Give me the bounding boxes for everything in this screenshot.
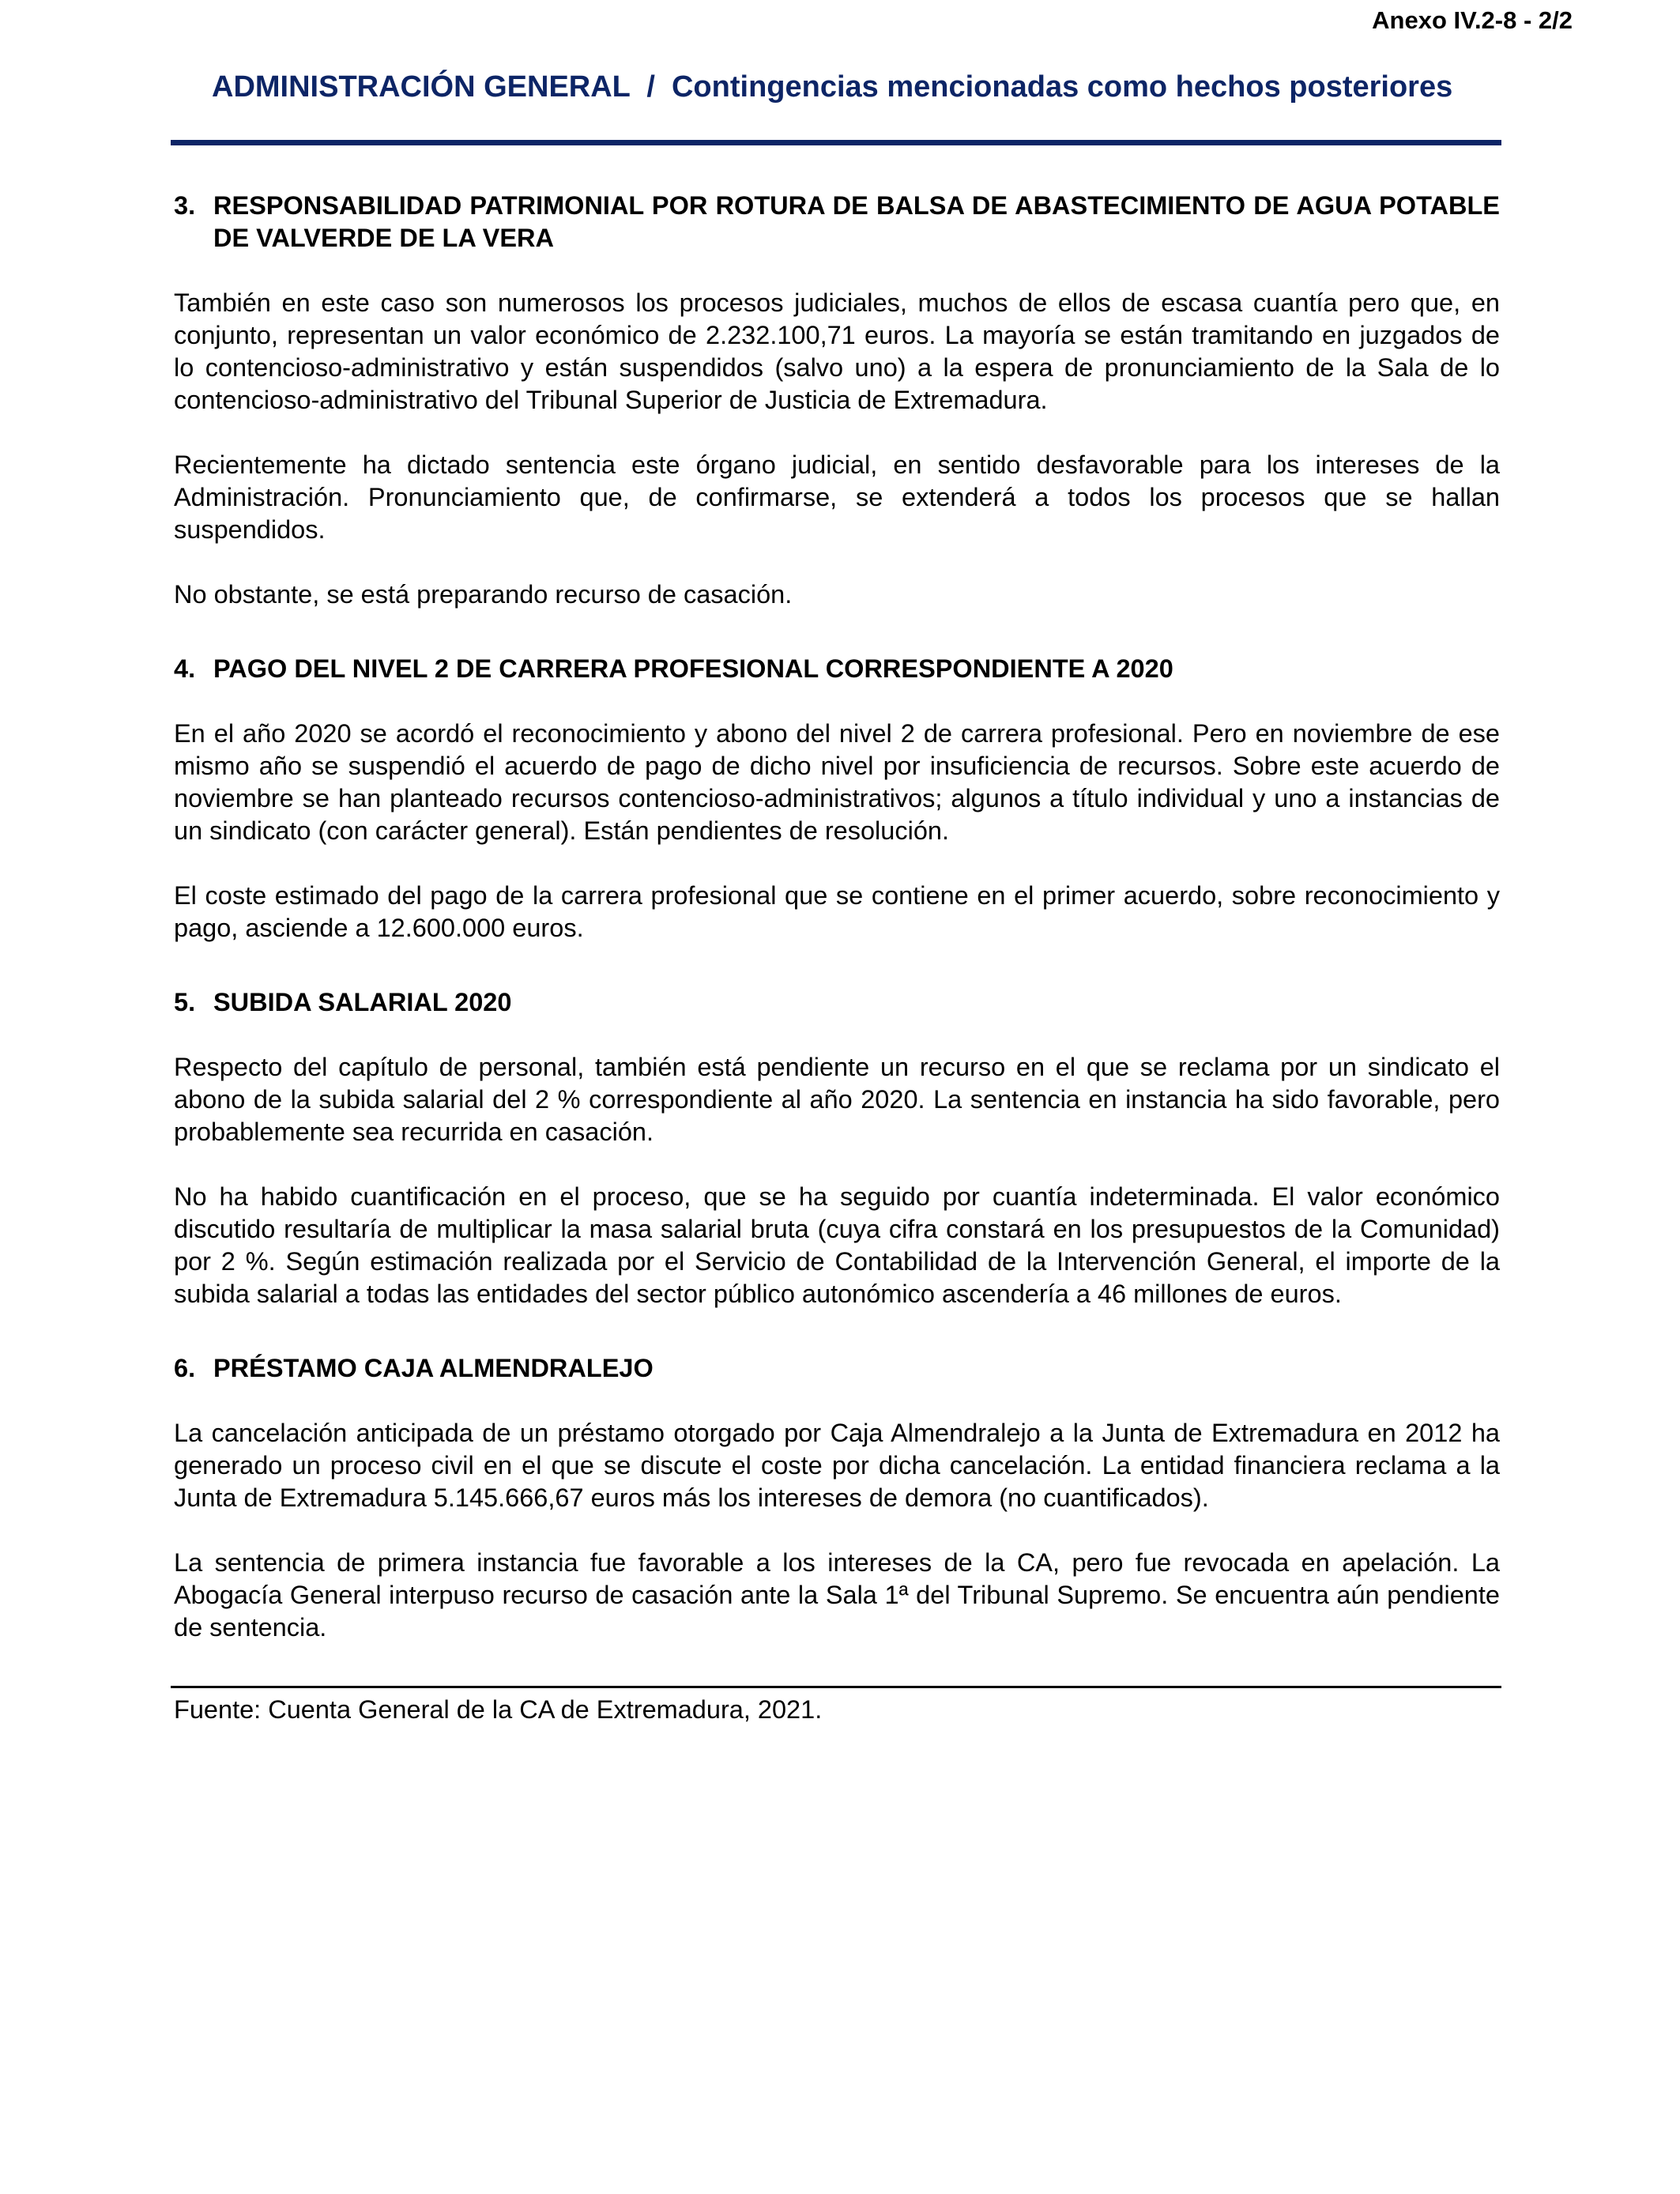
source-note: Fuente: Cuenta General de la CA de Extremadura, 2021. [174,1695,823,1724]
section-title: SUBIDA SALARIAL 2020 [213,988,512,1016]
footer-divider [171,1686,1501,1688]
paragraph: No obstante, se está preparando recurso de casación. [174,580,793,609]
section-6-heading [174,1352,1500,1385]
paragraph: En el año 2020 se acordó el reconocimiento y abono del nivel 2 de carrera profesional. Pero en noviembre de ese mismo año se suspendió el acuerdo de pago de dicho nivel por insuficiencia de recursos. Sobre este acuerdo de noviembre se han planteado recursos contencioso-administrativos; algunos a título individual y uno a instancias de un sindicato (con carácter general). Están pendientes de resolución. [174,719,1500,845]
paragraph: No ha habido cuantificación en el proceso, que se ha seguido por cuantía indeterminada. El valor económico discutido resultaría de multiplicar la masa salarial bruta (cuya cifra constará en los presupuestos de la Comunidad) por 2 %. Según estimación realizada por el Servicio de Contabilidad de la Intervención General, el importe de la subida salarial a todas las entidades del sector público autonómico ascendería a 46 millones de euros. [174,1182,1500,1308]
section-5-heading [174,986,1500,1019]
section-number: 4. [174,654,196,683]
paragraph: También en este caso son numerosos los procesos judiciales, muchos de ellos de escasa cuantía pero que, en conjunto, representan un valor económico de 2.232.100,71 euros. La mayoría se están tramitando en juzgados de lo contencioso-administrativo y están suspendidos (salvo uno) a la espera de pronunciamiento de la Sala de lo contencioso-administrativo del Tribunal Superior de Justicia de Extremadura. [174,288,1500,414]
paragraph: Respecto del capítulo de personal, también está pendiente un recurso en el que se reclama por un sindicato el abono de la subida salarial del 2 % correspondiente al año 2020. La sentencia en instancia ha sido favorable, pero probablemente sea recurrida en casación. [174,1053,1500,1146]
paragraph: La sentencia de primera instancia fue favorable a los intereses de la CA, pero fue revocada en apelación. La Abogacía General interpuso recurso de casación ante la Sala 1ª del Tribunal Supremo. Se encuentra aún pendiente de sentencia. [174,1548,1500,1642]
section-4-heading [174,653,1500,685]
header-divider [171,140,1501,145]
page-title: ADMINISTRACIÓN GENERAL / Contingencias mencionadas como hechos posteriores [212,70,1453,104]
section-number: 5. [174,988,196,1016]
paragraph: El coste estimado del pago de la carrera profesional que se contiene en el primer acuerdo, sobre reconocimiento y pago, asciende a 12.600.000 euros. [174,881,1500,942]
annex-label: Anexo IV.2-8 - 2/2 [1372,6,1573,34]
document-body [174,190,1500,1644]
section-title: RESPONSABILIDAD PATRIMONIAL POR ROTURA DE BALSA DE ABASTECIMIENTO DE AGUA POTABLE DE VALVERDE DE LA VERA [213,191,1500,252]
section-number: 6. [174,1354,196,1382]
section-3-heading [174,190,1500,254]
section-title: PAGO DEL NIVEL 2 DE CARRERA PROFESIONAL CORRESPONDIENTE A 2020 [213,654,1173,683]
section-title: PRÉSTAMO CAJA ALMENDRALEJO [213,1354,654,1382]
section-number: 3. [174,191,196,220]
paragraph: La cancelación anticipada de un préstamo otorgado por Caja Almendralejo a la Junta de Extremadura en 2012 ha generado un proceso civil en el que se discute el coste por dicha cancelación. La entidad financiera reclama a la Junta de Extremadura 5.145.666,67 euros más los intereses de demora (no cuantificados). [174,1419,1500,1512]
paragraph: Recientemente ha dictado sentencia este órgano judicial, en sentido desfavorable para los intereses de la Administración. Pronunciamiento que, de confirmarse, se extenderá a todos los procesos que se hallan suspendidos. [174,450,1500,544]
